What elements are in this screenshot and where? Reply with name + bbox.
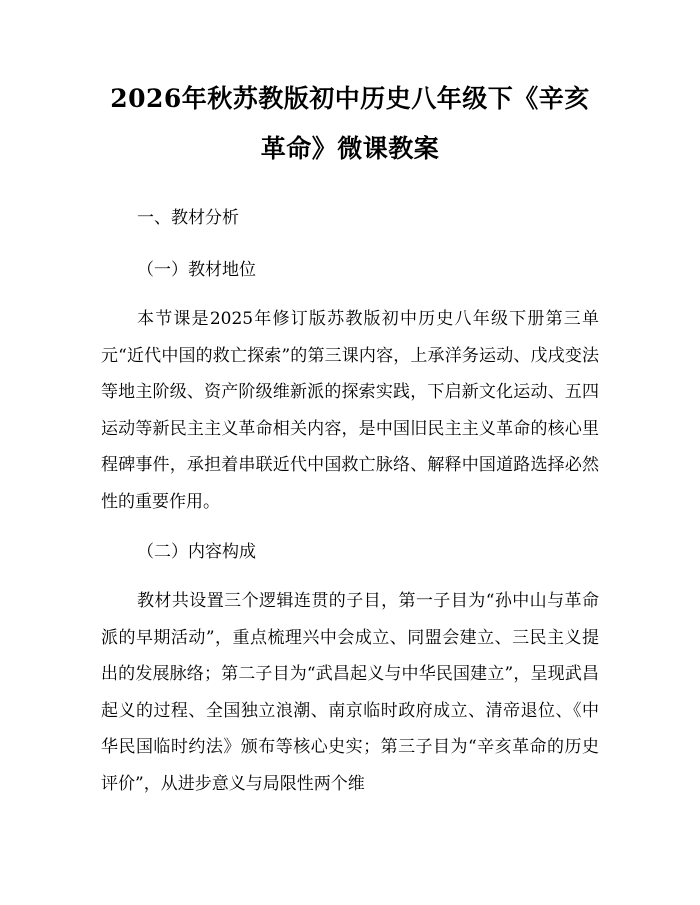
subsection-heading-textbook-position: （一）教材地位: [137, 260, 256, 280]
section-heading-textbook-analysis: 一、教材分析: [137, 208, 239, 228]
paragraph-content-structure: 教材共设置三个逻辑连贯的子目，第一子目为“孙中山与革命派的早期活动”，重点梳理兴中会成立、同盟会建立、三民主义提出的发展脉络；第二子目为“武昌起义与中华民国建立”，呈现武昌起义的过程、全国独立浪潮、南京临时政府成立、清帝退位、《中华民国临时约法》颁布等核心史实；第三子目为“辛亥革命的历史评价”，从进步意义与局限性两个维: [101, 591, 599, 794]
paragraph-textbook-position: 本节课是2025年修订版苏教版初中历史八年级下册第三单元“近代中国的救亡探索”的第三课内容，上承洋务运动、戊戌变法等地主阶级、资产阶级维新派的探索实践，下启新文化运动、五四运动等新民主主义革命相关内容，是中国旧民主主义革命的核心里程碑事件，承担着串联近代中国救亡脉络、解释中国道路选择必然性的重要作用。: [101, 309, 599, 512]
subsection-heading-content-structure: （二）内容构成: [137, 542, 256, 562]
document-title: 2026年秋苏教版初中历史八年级下《辛亥革命》微课教案: [110, 84, 590, 163]
